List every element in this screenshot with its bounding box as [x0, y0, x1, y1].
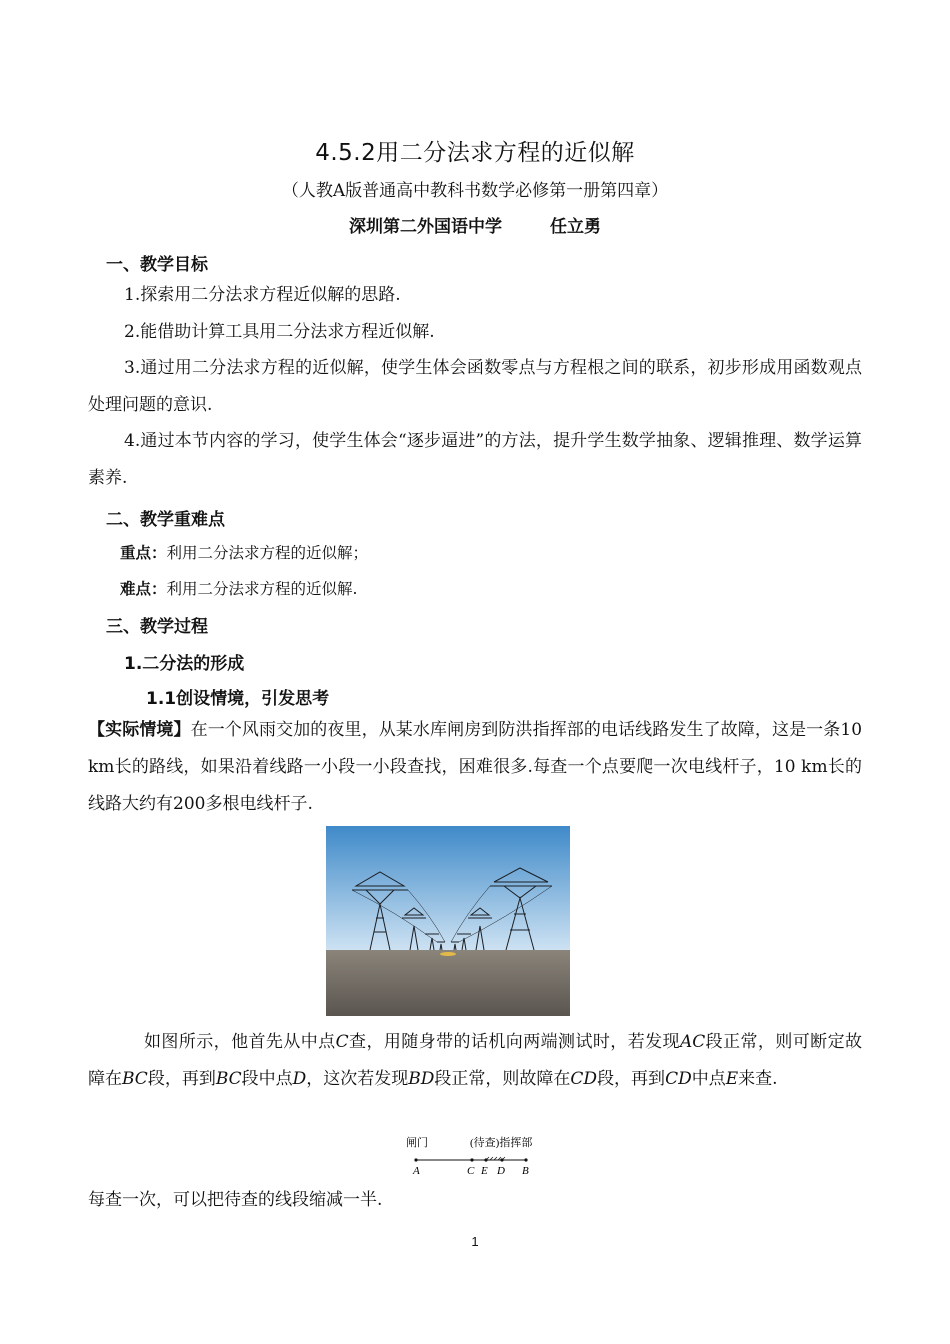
- section-heading-process: 三、教学过程: [106, 617, 208, 637]
- segment-label: BC: [122, 1069, 148, 1089]
- explain-text: 查，用随身带的话机向两端测试时，若发现: [348, 1032, 680, 1052]
- diagram-point-label: E: [481, 1165, 488, 1177]
- segment-label: AC: [679, 1032, 706, 1052]
- focus-label: 重点：: [120, 543, 167, 562]
- difficulty-text: 利用二分法求方程的近似解.: [166, 580, 358, 598]
- explain-text: ，这次若发现: [306, 1069, 409, 1089]
- difficulty-line: [120, 577, 357, 599]
- subsection-heading-1: 1.二分法的形成: [124, 654, 245, 674]
- segment-diagram: [404, 1132, 554, 1178]
- segment-label: CD: [570, 1069, 598, 1089]
- author-name: 任立勇: [550, 217, 601, 237]
- diagram-dot: [470, 1158, 473, 1161]
- goal-item-4: 4.通过本节内容的学习，使学生体会“逐步逼进”的方法，提升学生数学抽象、逻辑推理、数学运算素养.: [88, 431, 862, 488]
- section-heading-goals: 一、教学目标: [106, 255, 208, 275]
- point-label: D: [292, 1069, 307, 1089]
- diagram-dot: [500, 1158, 503, 1161]
- section-heading-key-points: 二、教学重难点: [106, 510, 225, 530]
- situation-text: 在一个风雨交加的夜里，从某水库闸房到防洪指挥部的电话线路发生了故障，这是一条10 km长的路线，如果沿着线路一小段一小段查找，困难很多.每查一个点要爬一次电线杆子，10 km长的线路大约有200多根电线杆子.: [88, 720, 863, 814]
- conclusion-line: 每查一次，可以把待查的线段缩减一半.: [88, 1190, 383, 1210]
- author-line: [0, 212, 950, 237]
- segment-label: BC: [215, 1069, 242, 1089]
- document-title: 4.5.2用二分法求方程的近似解: [315, 140, 635, 166]
- goal-item-2: 2.能借助计算工具用二分法求方程近似解.: [124, 322, 435, 342]
- author-school: 深圳第二外国语中学: [349, 217, 502, 237]
- explain-text: 来查.: [738, 1069, 778, 1089]
- explain-text: 中点: [691, 1069, 726, 1089]
- explanation-paragraph: [88, 1024, 862, 1098]
- situation-paragraph: [88, 712, 862, 823]
- goal-item-1: 1.探索用二分法求方程近似解的思路.: [124, 285, 401, 305]
- situation-label: 【实际情境】: [88, 720, 191, 740]
- explain-text: 段，再到: [147, 1069, 216, 1089]
- diagram-point-label: B: [522, 1165, 529, 1177]
- diagram-point-label: D: [497, 1165, 505, 1177]
- point-label: E: [725, 1069, 739, 1089]
- point-label: C: [335, 1032, 349, 1052]
- explain-text: 段正常，则故障在: [434, 1069, 571, 1089]
- explain-text: 段正常，则可断定故障在: [88, 1032, 863, 1089]
- diagram-dot: [414, 1158, 417, 1161]
- focus-line: [120, 541, 368, 563]
- diagram-dot: [524, 1158, 527, 1161]
- explain-text: 段中点: [241, 1069, 293, 1089]
- document-subtitle: （人教A版普通高中教科书数学必修第一册第四章）: [281, 181, 669, 201]
- segment-label: BD: [408, 1069, 435, 1089]
- explain-text: 如图所示，他首先从中点: [144, 1032, 336, 1052]
- power-lines-photo: [326, 826, 570, 1016]
- goal-item-3: 3.通过用二分法求方程的近似解，使学生体会函数零点与方程根之间的联系，初步形成用函数观点处理问题的意识.: [88, 358, 862, 415]
- difficulty-label: 难点：: [120, 579, 167, 598]
- page-number: 1: [471, 1234, 479, 1249]
- diagram-left-label: 闸门: [406, 1137, 428, 1149]
- diagram-point-label: C: [467, 1165, 475, 1177]
- explain-text: 段，再到: [597, 1069, 666, 1089]
- diagram-point-label: A: [413, 1165, 420, 1177]
- diagram-right-label: (待查)指挥部: [470, 1137, 533, 1149]
- focus-text: 利用二分法求方程的近似解；: [166, 544, 369, 562]
- segment-label: CD: [665, 1069, 692, 1089]
- subsection-heading-1-1: 1.1创设情境，引发思考: [146, 689, 330, 709]
- diagram-dot: [484, 1158, 487, 1161]
